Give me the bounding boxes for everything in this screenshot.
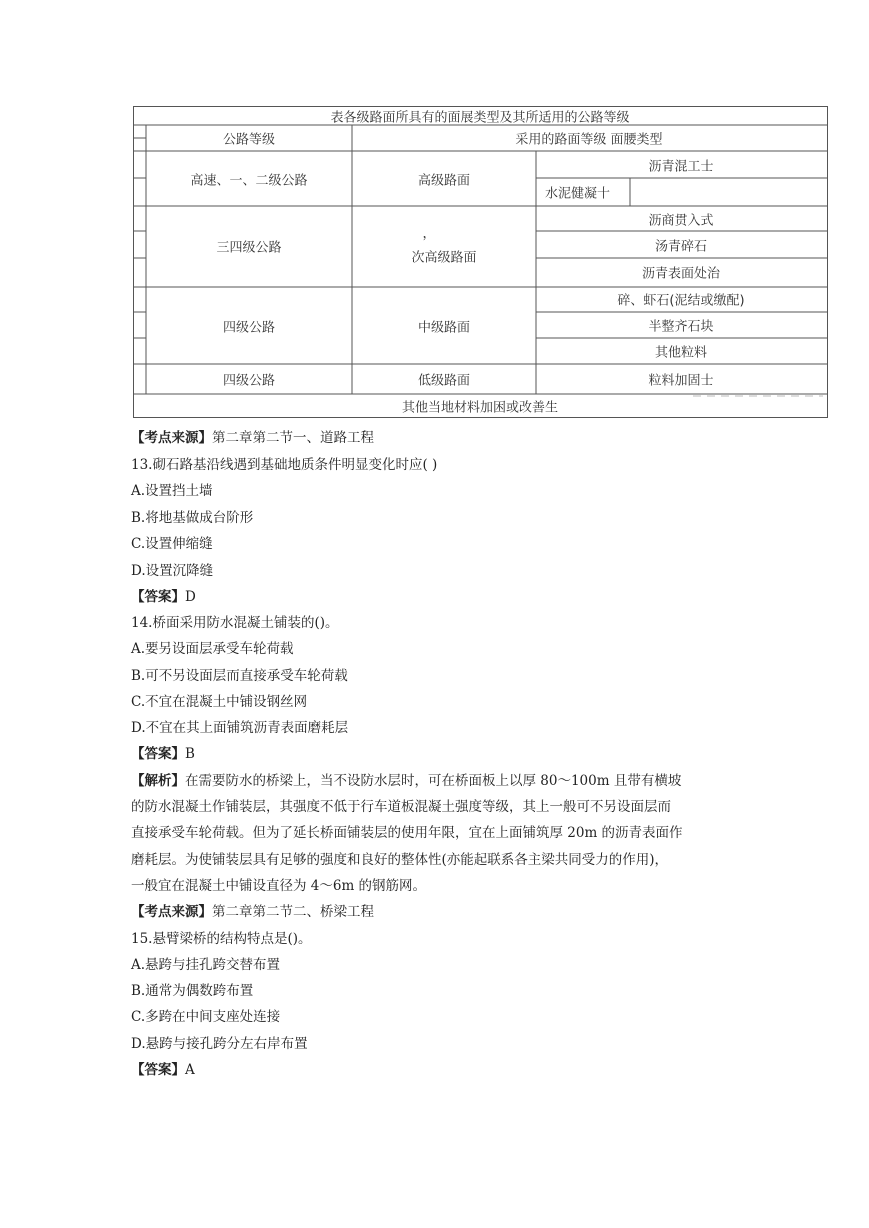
source-text: 第二章第二节二、桥梁工程: [212, 904, 374, 920]
q15-stem: 15.悬臂梁桥的结构特点是()。: [131, 931, 312, 947]
q14-analysis-line-2: 的防水混凝土作铺装层，其强度不低于行车道板混凝土强度等级，其上一般可不另设面层而: [131, 799, 671, 815]
q14-stem: 14.桥面采用防水混凝土铺装的()。: [131, 615, 339, 631]
row3-grade: 四级公路: [222, 320, 276, 336]
source-text: 第二章第二节一、道路工程: [212, 430, 374, 446]
q15-option-a: A.悬跨与挂孔跨交替布置: [131, 957, 281, 973]
source-line-1: [131, 428, 374, 448]
q13-option-d: D.设置沉降缝: [131, 563, 214, 579]
source-line-2: [131, 902, 374, 922]
q15-option-d: D.悬跨与接孔跨分左右岸布置: [131, 1036, 308, 1052]
answer-tag: 【答案】: [131, 589, 185, 605]
row3-type1: 碎、虾石(泥结或缴配): [617, 293, 745, 309]
q14-option-b: B.可不另设面层而直接承受车轮荷载: [131, 668, 348, 684]
answer-value: A: [185, 1062, 195, 1078]
row1-grade: 高速、一、二级公路: [190, 173, 308, 189]
row2-grade: 三四级公路: [216, 240, 282, 256]
row2-type3: 沥青表面处治: [641, 266, 721, 282]
answer-value: B: [185, 746, 195, 762]
row1-type1: 沥青混工士: [648, 159, 714, 175]
pavement-grade-table: [133, 106, 828, 418]
analysis-text: 在需要防水的桥梁上，当不设防水层时，可在桥面板上以厚 80～100m 且带有横坡: [185, 773, 682, 789]
q15-option-b: B.通常为偶数跨布置: [131, 983, 254, 999]
source-tag: 【考点来源】: [131, 430, 212, 446]
q14-answer: [131, 744, 195, 764]
header-highway-grade: 公路等级: [222, 132, 276, 148]
q14-option-c: C.不宜在混凝土中铺设钢丝网: [131, 694, 308, 710]
table-title: 表各级路面所具有的面展类型及其所适用的公路等级: [330, 110, 630, 126]
row1-type2: 水泥健凝十: [545, 186, 611, 202]
q14-analysis-line-3: 直接承受车轮荷载。但为了延长桥面铺装层的使用年限，宜在上面铺筑厚 20m 的沥青表面作: [131, 825, 683, 841]
row3-type2: 半整齐石块: [648, 319, 714, 335]
analysis-tag: 【解析】: [131, 773, 185, 789]
answer-tag: 【答案】: [131, 746, 185, 762]
q13-stem: 13.砌石路基沿线遇到基础地质条件明显变化时应( ): [131, 457, 438, 473]
table-footer: 其他当地材料加困或改善生: [401, 400, 559, 416]
row1-pavement: 高级路面: [417, 173, 471, 189]
row3-pavement: 中级路面: [417, 320, 471, 336]
q13-option-c: C.设置伸缩缝: [131, 536, 213, 552]
q14-analysis-line-1: [131, 771, 681, 791]
q14-analysis-line-5: 一般宜在混凝土中铺设直径为 4～6m 的钢筋网。: [131, 878, 427, 894]
q15-option-c: C.多跨在中间支座处连接: [131, 1009, 281, 1025]
row2-type2: 汤青碎石: [654, 239, 708, 255]
q15-answer: [131, 1060, 195, 1080]
row2-mark: ，: [422, 226, 436, 242]
q14-option-a: A.要另设面层承受车轮荷载: [131, 641, 294, 657]
row3-type3: 其他粒料: [654, 345, 708, 361]
q13-answer: [131, 587, 196, 607]
answer-tag: 【答案】: [131, 1062, 185, 1078]
row2-type1: 沥商贯入式: [648, 213, 714, 229]
answer-value: D: [185, 589, 196, 605]
q13-option-a: A.设置挡土墙: [131, 483, 213, 499]
row4-pavement: 低级路面: [417, 373, 471, 389]
q14-analysis-line-4: 磨耗层。为使铺装层具有足够的强度和良好的整体性(亦能起联系各主梁共同受力的作用)，: [131, 852, 669, 868]
row4-grade: 四级公路: [222, 373, 276, 389]
source-tag: 【考点来源】: [131, 904, 212, 920]
header-pavement-type: 采用的路面等级 面腰类型: [515, 132, 663, 148]
q14-option-d: D.不宜在其上面铺筑沥青表面磨耗层: [131, 720, 349, 736]
q13-option-b: B.将地基做成台阶形: [131, 510, 254, 526]
row4-type1: 粒料加固士: [648, 373, 714, 389]
row2-pavement: 次高级路面: [411, 250, 477, 266]
